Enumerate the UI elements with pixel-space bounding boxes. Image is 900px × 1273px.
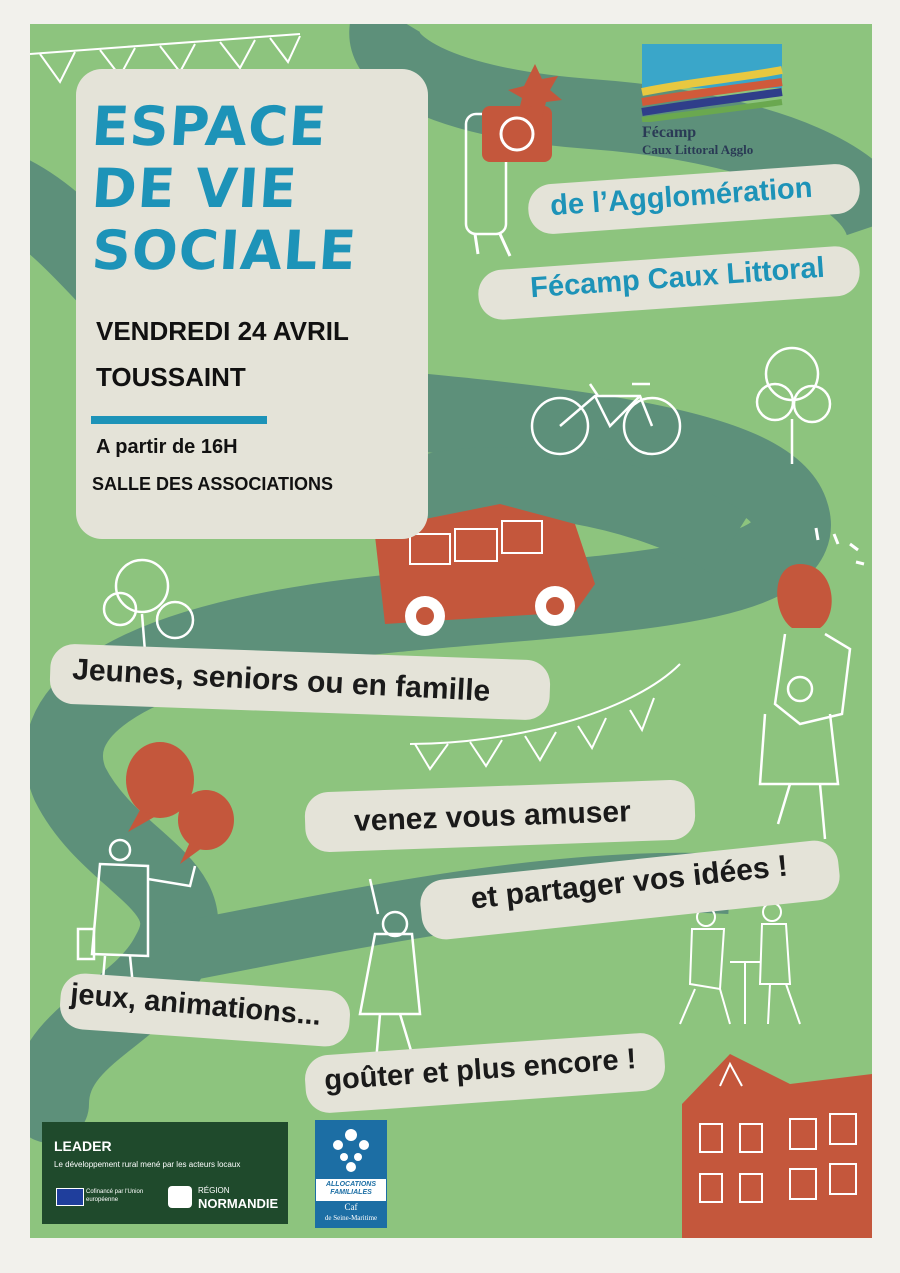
- leader-logo-block: [42, 1122, 288, 1224]
- caf-logo-block: [315, 1120, 387, 1228]
- message-1: Jeunes, seniors ou en famille: [71, 653, 492, 708]
- title-line-3: SOCIALE: [89, 219, 359, 282]
- logo-name: Fécamp: [642, 124, 697, 141]
- event-venue: SALLE DES ASSOCIATIONS: [92, 474, 334, 494]
- title-line-1: ESPACE: [89, 95, 329, 158]
- caf-line-4: de Seine-Maritime: [324, 1214, 378, 1222]
- house-illustration: [682, 1054, 872, 1238]
- message-4: jeux, animations...: [69, 978, 323, 1032]
- event-time: A partir de 16H: [96, 436, 238, 458]
- event-date: VENDREDI 24 AVRIL: [96, 316, 349, 346]
- eu-flag-icon: [56, 1188, 84, 1206]
- message-5: goûter et plus encore !: [323, 1043, 638, 1097]
- event-occasion: TOUSSAINT: [96, 362, 246, 392]
- message-2: venez vous amuser: [353, 795, 632, 838]
- caf-family-icon: [316, 1121, 386, 1179]
- caf-line-1: ALLOCATIONS: [325, 1181, 377, 1188]
- title-line-2: DE VIE: [89, 157, 300, 220]
- leader-subtitle: Le développement rural mené par les acteurs locaux: [54, 1160, 241, 1169]
- region-name: NORMANDIE: [198, 1196, 279, 1211]
- eu-cofinance: Cofinancé par l'Union européenne: [86, 1189, 144, 1203]
- poster: [30, 24, 872, 1238]
- divider: [91, 416, 267, 424]
- agglo-line-1: de l’Agglomération: [549, 171, 814, 223]
- agglo-line-2: Fécamp Caux Littoral: [529, 251, 826, 305]
- fecamp-logo: [640, 42, 790, 162]
- logo-sub: Caux Littoral Agglo: [642, 142, 754, 157]
- region-normandie-icon: [168, 1186, 192, 1208]
- message-3: et partager vos idées !: [469, 849, 790, 916]
- fecamp-waves-icon: [640, 42, 790, 122]
- region-small: RÉGION: [198, 1186, 230, 1195]
- cafe-couple-illustration: [680, 903, 800, 1024]
- caf-line-3: Caf: [344, 1202, 358, 1212]
- leader-title: LEADER: [54, 1138, 112, 1154]
- caf-line-2: FAMILIALES: [330, 1189, 372, 1196]
